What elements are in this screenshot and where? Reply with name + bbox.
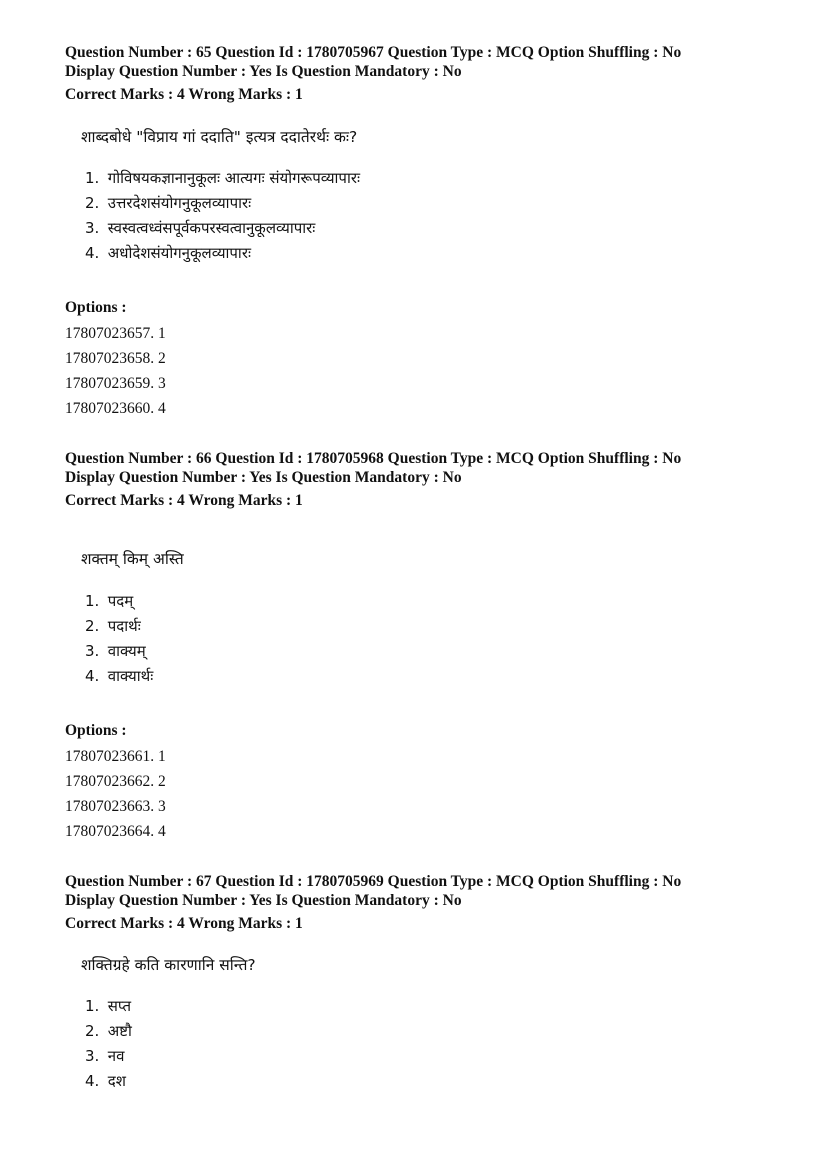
answer-choice-list (85, 994, 132, 1094)
answer-choice (85, 166, 360, 191)
choice-text: पदम् (107, 592, 134, 610)
options-section (65, 298, 166, 421)
option-id-row: 17807023662. 2 (65, 773, 166, 790)
choice-text: उत्तरदेशसंयोगनुकूलव्यापारः (107, 194, 252, 212)
choice-number: 3. (85, 1047, 100, 1065)
choice-text: पदार्थः (107, 617, 141, 635)
answer-choice (85, 1019, 132, 1044)
answer-choice (85, 191, 360, 216)
choice-number: 1. (85, 997, 100, 1015)
answer-choice (85, 639, 153, 664)
question-text: शक्तिग्रहे कति कारणानि सन्ति? (81, 956, 256, 974)
choice-number: 3. (85, 642, 100, 660)
question-text: शक्तम् किम् अस्ति (81, 550, 184, 568)
answer-choice (85, 664, 153, 689)
choice-text: वाक्यम् (107, 642, 146, 660)
choice-number: 2. (85, 1022, 100, 1040)
answer-choice-list (85, 589, 153, 689)
choice-text: स्वस्वत्वध्वंसपूर्वकपरस्वत्वानुकूलव्यापारः (107, 219, 316, 237)
choice-text: नव (107, 1047, 125, 1065)
choice-text: वाक्यार्थः (107, 667, 154, 685)
question-meta-line: Display Question Number : Yes Is Question Mandatory : No (65, 469, 462, 486)
question-meta-line: Question Number : 66 Question Id : 1780705968 Question Type : MCQ Option Shuffling : No (65, 450, 682, 467)
choice-text: दश (107, 1072, 126, 1090)
option-id-row: 17807023660. 4 (65, 400, 166, 417)
answer-choice (85, 1044, 132, 1069)
choice-number: 2. (85, 617, 100, 635)
question-block-65 (65, 43, 785, 417)
option-id-row: 17807023658. 2 (65, 350, 166, 367)
choice-number: 1. (85, 169, 100, 187)
answer-choice-list (85, 166, 360, 266)
option-id-row: 17807023664. 4 (65, 823, 166, 840)
answer-choice (85, 614, 153, 639)
choice-number: 1. (85, 592, 100, 610)
marks-line: Correct Marks : 4 Wrong Marks : 1 (65, 86, 303, 103)
choice-number: 2. (85, 194, 100, 212)
choice-number: 4. (85, 667, 100, 685)
choice-text: गोविषयकज्ञानानुकूलः आत्यगः संयोगरूपव्यापारः (107, 169, 361, 187)
question-block-66 (65, 449, 785, 840)
option-id-row: 17807023663. 3 (65, 798, 166, 815)
option-id-row: 17807023661. 1 (65, 748, 166, 765)
choice-number: 4. (85, 244, 100, 262)
question-meta-line: Question Number : 65 Question Id : 1780705967 Question Type : MCQ Option Shuffling : No (65, 44, 682, 61)
answer-choice (85, 241, 360, 266)
answer-choice (85, 994, 132, 1019)
option-id-row: 17807023657. 1 (65, 325, 166, 342)
marks-line: Correct Marks : 4 Wrong Marks : 1 (65, 492, 303, 509)
question-meta-line: Display Question Number : Yes Is Question Mandatory : No (65, 63, 462, 80)
options-label: Options : (65, 299, 127, 316)
choice-text: सप्त (107, 997, 132, 1015)
question-meta-line: Question Number : 67 Question Id : 1780705969 Question Type : MCQ Option Shuffling : No (65, 873, 682, 890)
options-label: Options : (65, 722, 127, 739)
choice-text: अधोदेशसंयोगनुकूलव्यापारः (107, 244, 251, 262)
choice-number: 3. (85, 219, 100, 237)
choice-text: अष्टौ (107, 1022, 132, 1040)
question-text: शाब्दबोधे "विप्राय गां ददाति" इत्यत्र ददातेरर्थः कः? (81, 128, 358, 146)
marks-line: Correct Marks : 4 Wrong Marks : 1 (65, 915, 303, 932)
options-section (65, 721, 166, 844)
answer-choice (85, 589, 153, 614)
question-block-67 (65, 872, 785, 1090)
question-meta-line: Display Question Number : Yes Is Question Mandatory : No (65, 892, 462, 909)
choice-number: 4. (85, 1072, 100, 1090)
option-id-row: 17807023659. 3 (65, 375, 166, 392)
answer-choice (85, 216, 360, 241)
answer-choice (85, 1069, 132, 1094)
